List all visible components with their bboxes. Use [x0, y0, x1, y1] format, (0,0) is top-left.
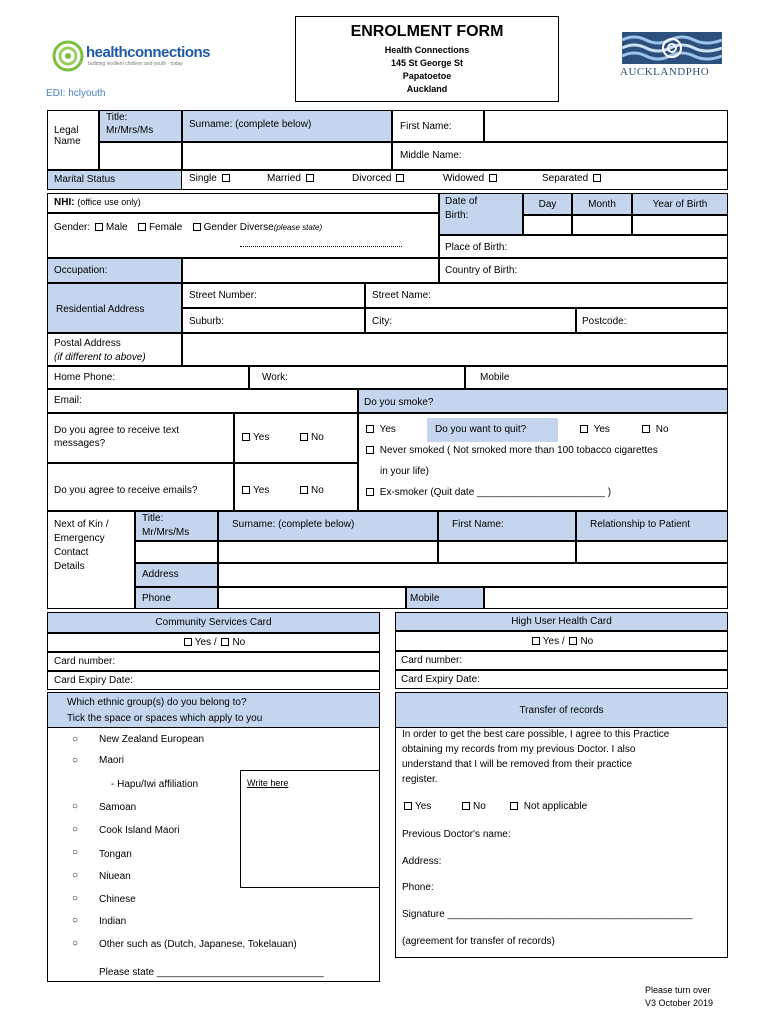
ethnic-option-label: Samoan [99, 802, 137, 813]
checkbox[interactable] [306, 174, 314, 182]
transfer-address-label[interactable]: Address: [402, 856, 442, 867]
kin-address-input[interactable] [218, 563, 728, 587]
ethnic-option[interactable]: ○ [72, 847, 79, 858]
male-label: Male [105, 222, 128, 233]
yes-label: Yes [253, 485, 270, 496]
ethnic-subtitle: Tick the space or spaces which apply to you [67, 713, 263, 724]
checkbox[interactable] [462, 802, 470, 810]
checkbox-gender-diverse[interactable] [193, 223, 201, 231]
csc-number-label: Card number: [54, 656, 116, 667]
year-input[interactable] [632, 215, 728, 235]
checkbox-no[interactable] [569, 637, 577, 645]
checkbox[interactable] [366, 488, 374, 496]
never-smoked-label: Never smoked ( Not smoked more than 100 tobacco cigarettes [379, 445, 658, 456]
checkbox[interactable] [366, 446, 374, 454]
no-label: No [311, 432, 324, 443]
yes-label: Yes [593, 424, 610, 435]
marital-option-widowed[interactable] [443, 173, 500, 184]
never-smoked[interactable] [364, 445, 658, 456]
waves-logo-icon [622, 32, 722, 64]
gender-row [54, 222, 322, 233]
write-here-label: Write here [247, 778, 289, 788]
csc-title: Community Services Card [155, 617, 272, 628]
city-label: City: [372, 316, 392, 327]
text-consent-q-2: messages? [54, 438, 106, 449]
first-name-label: First Name: [400, 121, 452, 132]
prev-doctor-label[interactable]: Previous Doctor's name: [402, 829, 511, 840]
postcode-label: Postcode: [582, 316, 627, 327]
marital-option-married[interactable] [267, 173, 317, 184]
signature-line[interactable]: Signature ____________________________________________ [402, 909, 693, 920]
checkbox[interactable] [642, 425, 650, 433]
checkbox[interactable] [593, 174, 601, 182]
occupation-input[interactable] [182, 258, 439, 283]
transfer-body: In order to get the best care possible, I agree to this Practice [402, 729, 670, 740]
street-number-label: Street Number: [189, 290, 257, 301]
ethnic-option[interactable]: ○ [72, 734, 79, 745]
huhc-yesno[interactable]: Yes / No [395, 636, 728, 647]
transfer-body-4: register. [402, 774, 438, 785]
ethnic-option[interactable]: ○ [72, 938, 79, 949]
smoke-label: Do you smoke? [364, 397, 434, 408]
csc-expiry-label: Card Expiry Date: [54, 675, 133, 686]
kin-title-input[interactable] [135, 541, 218, 563]
swirl-logo-icon [52, 40, 84, 72]
kin-phone-label: Phone [142, 593, 171, 604]
ex-smoker-label: Ex-smoker (Quit date _______________________ ) [379, 487, 612, 498]
auckland-pho-logo [620, 32, 726, 80]
email-cell[interactable] [47, 389, 358, 413]
ethnic-option-label: Maori [99, 755, 125, 766]
kin-title-label: Title: [142, 513, 164, 524]
page-title: ENROLMENT FORM [350, 23, 504, 40]
diverse-label: Gender Diverse [203, 222, 274, 233]
no-label: No [473, 801, 486, 812]
checkbox[interactable] [489, 174, 497, 182]
yes-label: Yes [253, 432, 270, 443]
no-label: No [311, 485, 324, 496]
checkbox[interactable] [242, 433, 250, 441]
checkbox[interactable] [404, 802, 412, 810]
checkbox[interactable] [396, 174, 404, 182]
huhc-expiry-label: Card Expiry Date: [401, 674, 480, 685]
csc-yesno[interactable]: Yes / No [47, 637, 380, 648]
kin-surname-input[interactable] [218, 541, 438, 563]
quit-yes[interactable] [578, 424, 610, 435]
kin-mobile-label: Mobile [410, 593, 440, 604]
dob-label-2: Birth: [445, 210, 469, 221]
checkbox[interactable] [580, 425, 588, 433]
logo-text: healthconnections [86, 44, 211, 61]
postal-note: (if different to above) [54, 352, 146, 363]
email-label: Email: [54, 395, 82, 406]
ethnic-option[interactable]: ○ [72, 915, 79, 926]
title-label: Title: [106, 112, 128, 123]
ethnic-option[interactable]: ○ [72, 893, 79, 904]
occupation-label: Occupation: [54, 265, 108, 276]
postal-input[interactable] [182, 333, 728, 366]
kin-first-name-label: First Name: [452, 519, 504, 530]
email-consent-q: Do you agree to receive emails? [54, 485, 198, 496]
place-of-birth-label: Place of Birth: [445, 242, 508, 253]
text-consent-yes[interactable] [240, 432, 269, 443]
kin-surname-label: Surname: (complete below) [232, 519, 355, 530]
kin-label-2: Emergency [54, 533, 105, 544]
ethnic-option-label: Niuean [99, 871, 131, 882]
checkbox-no[interactable] [221, 638, 229, 646]
option-label: Single [189, 173, 217, 184]
yes-label: Yes [379, 424, 396, 435]
female-label: Female [148, 222, 183, 233]
version: V3 October 2019 [645, 998, 714, 1008]
postal-label: Postal Address [54, 338, 121, 349]
mobile-label: Mobile [480, 372, 510, 383]
title-label-2: Mr/Mrs/Ms [106, 125, 154, 136]
health-connections-logo [52, 38, 222, 74]
option-label: Separated [542, 173, 589, 184]
day-input[interactable] [523, 215, 572, 235]
checkbox-yes[interactable] [184, 638, 192, 646]
yes-label: Yes [194, 637, 212, 648]
city-cell[interactable] [365, 308, 576, 333]
day-label: Day [538, 199, 557, 210]
surname-label: Surname: (complete below) [189, 119, 312, 130]
huhc-title: High User Health Card [511, 616, 612, 627]
ethnic-option-label: Indian [99, 916, 127, 927]
edi-code: EDI: hclyouth [46, 88, 106, 99]
kin-relationship-input[interactable] [576, 541, 728, 563]
kin-mobile-input[interactable] [484, 587, 728, 609]
transfer-yes[interactable] [402, 801, 431, 812]
checkbox-male[interactable] [95, 223, 103, 231]
na-label: Not applicable [523, 801, 588, 812]
ethnic-option[interactable]: ○ [72, 870, 79, 881]
title-input[interactable] [99, 142, 182, 170]
checkbox[interactable] [510, 802, 518, 810]
gender-cell [47, 213, 439, 258]
month-input[interactable] [572, 215, 632, 235]
checkbox[interactable] [300, 486, 308, 494]
legal-name-label: Legal Name [54, 125, 81, 147]
checkbox[interactable] [366, 425, 374, 433]
hapu-label: - Hapu/Iwi affiliation [111, 779, 199, 790]
nhi-note: (office use only) [77, 197, 141, 207]
kin-phone-input[interactable] [218, 587, 406, 609]
middle-name-label: Middle Name: [400, 150, 462, 161]
option-label: Divorced [352, 173, 392, 184]
address-line: 145 St George St [390, 58, 464, 68]
suburb-label: Suburb: [189, 316, 225, 327]
address-line: Papatoetoe [402, 71, 452, 81]
country-of-birth-label: Country of Birth: [445, 265, 518, 276]
ex-smoker[interactable] [364, 487, 611, 498]
marital-option-single[interactable] [189, 173, 233, 184]
logo-tagline: building resilient children and youth · today [88, 61, 183, 67]
text-consent-no[interactable] [298, 432, 324, 443]
kin-label-4: Details [54, 561, 85, 572]
no-label: No [580, 636, 594, 647]
kin-first-name-input[interactable] [438, 541, 576, 563]
address-line: Auckland [406, 84, 448, 94]
dob-label: Date of [445, 196, 478, 207]
marital-label: Marital Status [54, 174, 116, 185]
transfer-body-2: obtaining my records from my previous Doctor. I also [402, 744, 636, 755]
kin-label: Next of Kin / [54, 519, 109, 530]
ethnic-option-label: Other such as (Dutch, Japanese, Tokelauan) [99, 939, 297, 950]
home-phone-label: Home Phone: [54, 372, 116, 383]
ethnic-option-label: Tongan [99, 849, 132, 860]
year-label: Year of Birth [652, 199, 708, 210]
yes-label: Yes [415, 801, 432, 812]
work-phone-label: Work: [262, 372, 288, 383]
agreement-note: (agreement for transfer of records) [402, 936, 555, 947]
surname-input[interactable] [182, 142, 392, 170]
gender-label: Gender: [54, 222, 91, 233]
ethnic-option[interactable]: ○ [72, 801, 79, 812]
email-consent-yes[interactable] [240, 485, 269, 496]
never-smoked-2: in your life) [380, 466, 429, 477]
ethnic-title: Which ethnic group(s) do you belong to? [67, 697, 247, 708]
ethnic-option-label: Cook Island Maori [99, 825, 180, 836]
transfer-no[interactable] [460, 801, 486, 812]
please-state[interactable]: Please state ______________________________ [99, 967, 324, 978]
checkbox[interactable] [242, 486, 250, 494]
option-label: Widowed [443, 173, 485, 184]
text-consent-q: Do you agree to receive text [54, 425, 180, 436]
ethnic-option[interactable]: ○ [72, 824, 79, 835]
kin-label-3: Contact [54, 547, 89, 558]
street-name-label: Street Name: [372, 290, 431, 301]
title-box [295, 16, 559, 102]
no-label: No [655, 424, 669, 435]
first-name-input[interactable] [484, 110, 728, 142]
residential-label: Residential Address [56, 304, 145, 315]
smoke-yes[interactable] [364, 424, 396, 435]
kin-title-label-2: Mr/Mrs/Ms [142, 527, 190, 538]
quit-q-label: Do you want to quit? [435, 424, 527, 435]
no-label: No [232, 637, 246, 648]
checkbox-yes[interactable] [532, 637, 540, 645]
ethnic-option[interactable]: ○ [72, 755, 79, 766]
logo-text: AUCKLANDPHO [620, 66, 710, 78]
huhc-number-label: Card number: [401, 655, 463, 666]
nhi-label [54, 197, 141, 208]
checkbox-female[interactable] [138, 223, 146, 231]
transfer-na[interactable] [508, 801, 587, 812]
checkbox[interactable] [222, 174, 230, 182]
kin-relationship-label: Relationship to Patient [590, 519, 691, 530]
address-line: Health Connections [384, 45, 470, 55]
email-consent-no[interactable] [298, 485, 324, 496]
quit-no[interactable] [640, 424, 669, 435]
month-label: Month [588, 199, 616, 210]
yes-label: Yes [542, 636, 560, 647]
kin-address-label: Address [142, 569, 179, 580]
ethnic-option-label: New Zealand European [99, 734, 205, 745]
option-label: Married [267, 173, 301, 184]
marital-option-separated[interactable] [542, 173, 604, 184]
ethnic-option-label: Chinese [99, 894, 136, 905]
transfer-body-3: understand that I will be removed from their practice [402, 759, 633, 770]
transfer-phone-label[interactable]: Phone: [402, 882, 434, 893]
turn-over: Please turn over [645, 985, 711, 995]
transfer-title: Transfer of records [519, 705, 604, 716]
checkbox[interactable] [300, 433, 308, 441]
gender-diverse-line[interactable] [240, 246, 402, 247]
marital-option-divorced[interactable] [352, 173, 407, 184]
diverse-note: (please state) [273, 223, 323, 232]
nhi-label-text: NHI: [54, 197, 75, 208]
